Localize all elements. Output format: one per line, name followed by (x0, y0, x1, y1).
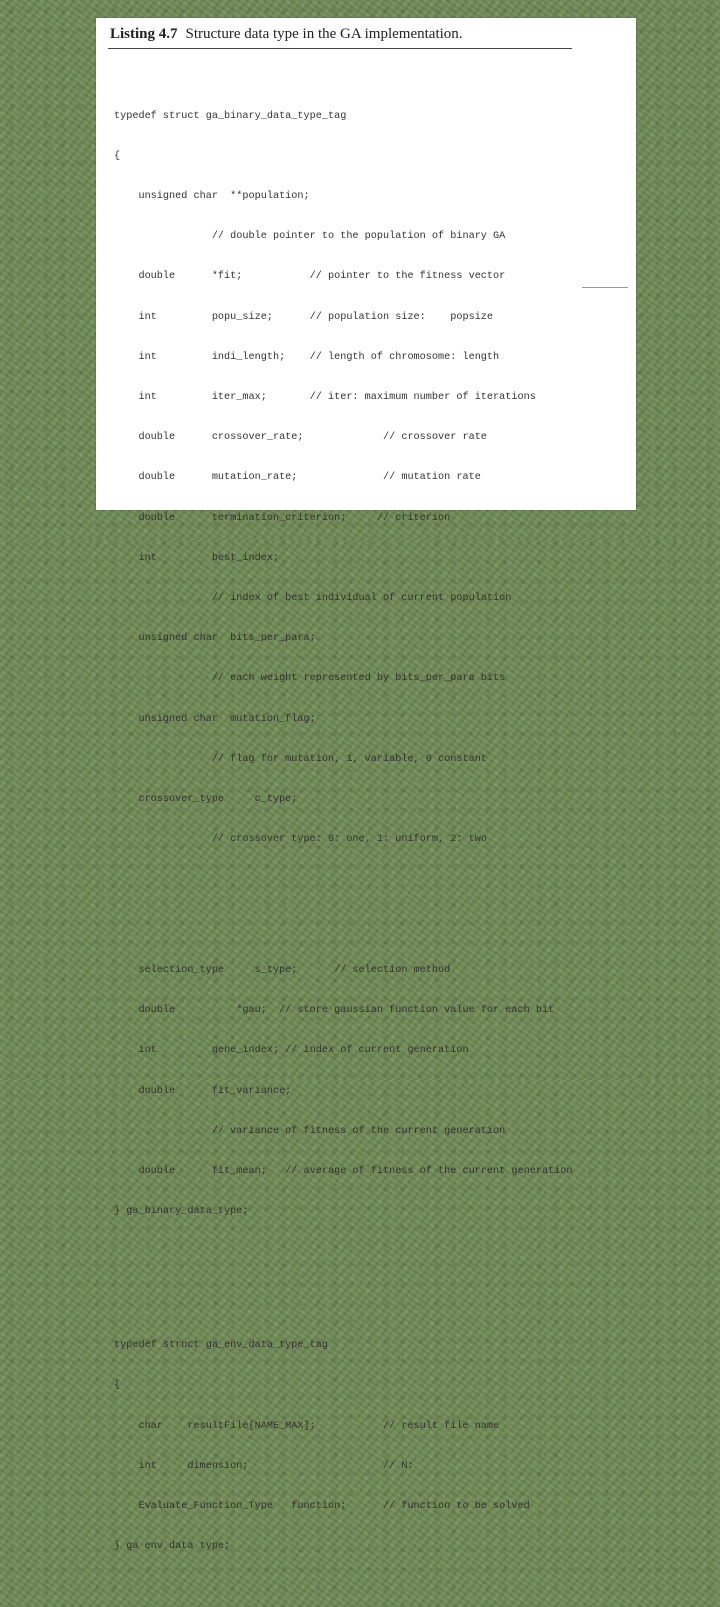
code-line: } ga env data type; (114, 1541, 231, 1553)
code-line: unsigned char **population; (114, 191, 310, 203)
code-line: // double pointer to the population of binary GA (114, 231, 506, 243)
ga-binary-struct-part1 (114, 83, 573, 874)
code-line: unsigned char mutation_flag; (114, 713, 316, 725)
code-line: double *gau; // store gaussian function value for each bit (114, 1005, 555, 1017)
code-line: double crossover_rate; // crossover rate (114, 432, 487, 444)
code-line: Evaluate_Function_Type function; // function to be solved (114, 1500, 530, 1512)
code-line: int iter_max; // iter: maximum number of iterations (114, 392, 536, 404)
listing-caption (110, 26, 463, 43)
code-line: } ga_binary_data_type; (114, 1206, 249, 1218)
code-line: double termination_criterion; // criterion (114, 512, 451, 524)
code-line: unsigned char bits_per_para; (114, 633, 316, 645)
listing-page (96, 18, 636, 1553)
code-line: double *fit; // pointer to the fitness vector (114, 271, 506, 283)
code-line: int gene_index; // index of current generation (114, 1045, 469, 1057)
ga-binary-struct-part2 (114, 937, 573, 1245)
code-line: int indi_length; // length of chromosome: length (114, 351, 500, 363)
code-blank-line (114, 1272, 573, 1285)
ga-env-struct (114, 1312, 573, 1580)
code-line: int dimension; // N: (114, 1460, 414, 1472)
caption-rule (108, 48, 572, 49)
code-line: { (114, 150, 121, 162)
code-line: double fit_mean; // average of fitness of the current generation (114, 1165, 573, 1177)
code-gap (114, 900, 573, 910)
code-line: char resultFile[NAME_MAX]; // result file name (114, 1420, 500, 1432)
code-line: // index of best individual of current population (114, 593, 512, 605)
code-line: crossover_type c_type; (114, 794, 298, 806)
code-line: selection_type s_type; // selection method (114, 964, 451, 976)
code-line: // crossover type: 0: one, 1: uniform, 2: two (114, 834, 487, 846)
listing-label: Listing 4.7 (110, 26, 178, 42)
code-line: { (114, 1380, 121, 1392)
code-line: typedef struct ga_env_data_type_tag (114, 1340, 328, 1352)
code-line: int best_index; (114, 552, 280, 564)
listing-title: Structure data type in the GA implementation. (185, 26, 463, 42)
code-line: // variance of fitness of the current generation (114, 1125, 506, 1137)
margin-pen-mark (582, 287, 628, 288)
code-line: typedef struct ga_binary_data_type_tag (114, 110, 347, 122)
code-line: double fit_variance; (114, 1085, 292, 1097)
code-listing (114, 56, 573, 1607)
code-line: // each weight represented by bits_per_para bits (114, 673, 506, 685)
code-line: double mutation_rate; // mutation rate (114, 472, 481, 484)
code-line: int popu_size; // population size: popsize (114, 311, 494, 323)
code-line: // flag for mutation, 1, variable, 0 constant (114, 753, 487, 765)
